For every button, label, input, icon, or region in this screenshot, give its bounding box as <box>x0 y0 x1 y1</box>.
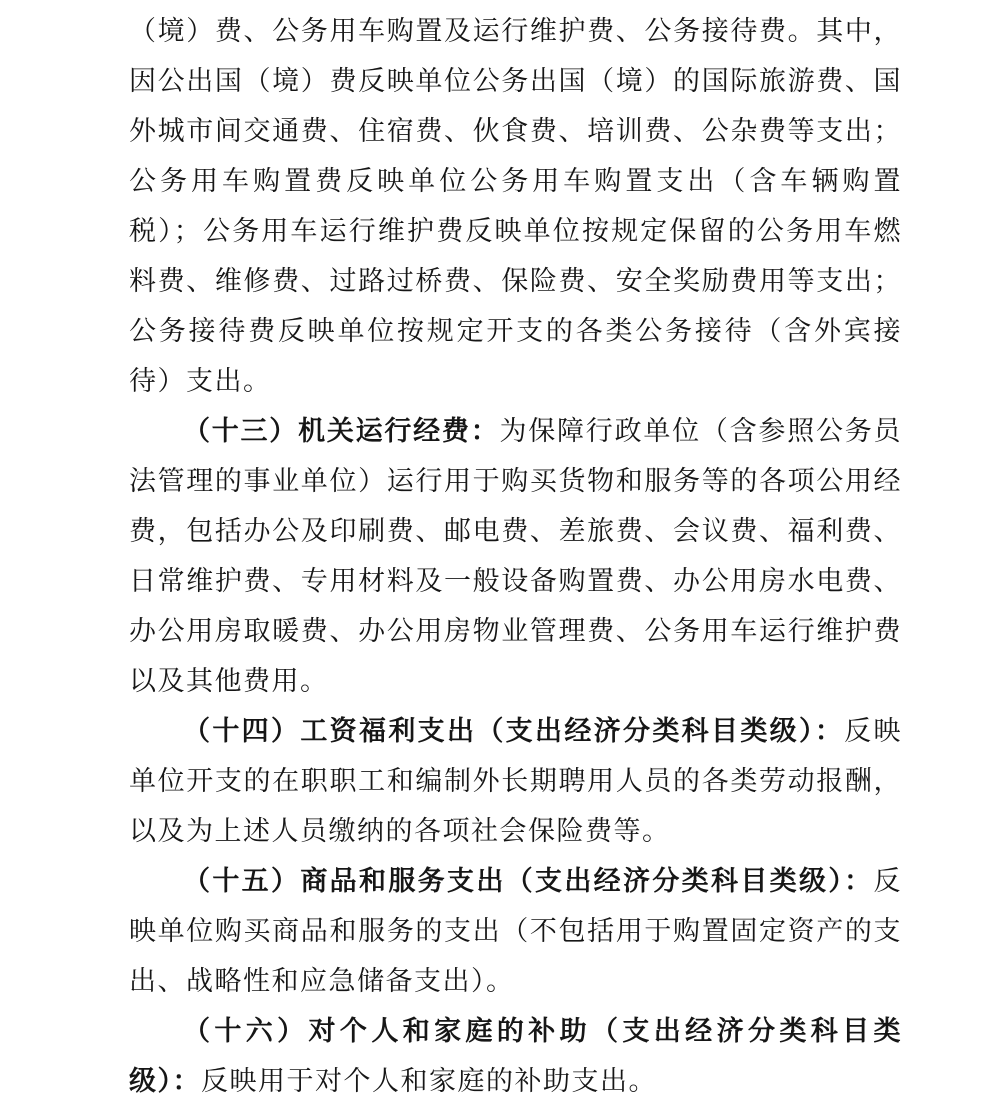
paragraph-item-16-subsidies-individuals-families <box>129 1006 902 1106</box>
text-run: （境）费、公务用车购置及运行维护费、公务接待费。其中，因公出国（境）费反映单位公务出国（境）的国际旅游费、国外城市间交通费、住宿费、伙食费、培训费、公杂费等支出；公务用车购置费反映单位公务用车购置支出（含车辆购置税）；公务用车运行维护费反映单位按规定保留的公务用车燃料费、维修费、过路过桥费、保险费、安全奖励费用等支出；公务接待费反映单位按规定开支的各类公务接待（含外宾接待）支出。 <box>129 16 902 396</box>
text-run: 为保障行政单位（含参照公务员法管理的事业单位）运行用于购买货物和服务等的各项公用经费，包括办公及印刷费、邮电费、差旅费、会议费、福利费、日常维护费、专用材料及一般设备购置费、办公用房水电费、办公用房取暖费、办公用房物业管理费、公务用车运行维护费以及其他费用。 <box>129 416 903 696</box>
bold-text-run: （十四）工资福利支出（支出经济分类科目类级）： <box>183 716 845 746</box>
bold-text-run: （十三）机关运行经费： <box>183 416 500 446</box>
bold-text-run: （十六）对个人和家庭的补助（支出经济分类科目类级）： <box>129 1016 902 1096</box>
bold-text-run: （十五）商品和服务支出（支出经济分类科目类级）： <box>183 866 874 896</box>
paragraph-item-14-wage-welfare-expenditure <box>129 706 902 856</box>
text-run: 反映单位购买商品和服务的支出（不包括用于购置固定资产的支出、战略性和应急储备支出）。 <box>129 866 902 996</box>
text-run: 反映用于对个人和家庭的补助支出。 <box>201 1066 657 1096</box>
document-body <box>129 6 902 1106</box>
paragraph-item-13-agency-operating-funds <box>129 406 902 706</box>
text-run: 反映单位开支的在职职工和编制外长期聘用人员的各类劳动报酬，以及为上述人员缴纳的各项社会保险费等。 <box>129 716 903 846</box>
paragraph-item-15-goods-services-expenditure <box>129 856 902 1006</box>
paragraph-continuation-three-public-funds <box>129 6 902 406</box>
